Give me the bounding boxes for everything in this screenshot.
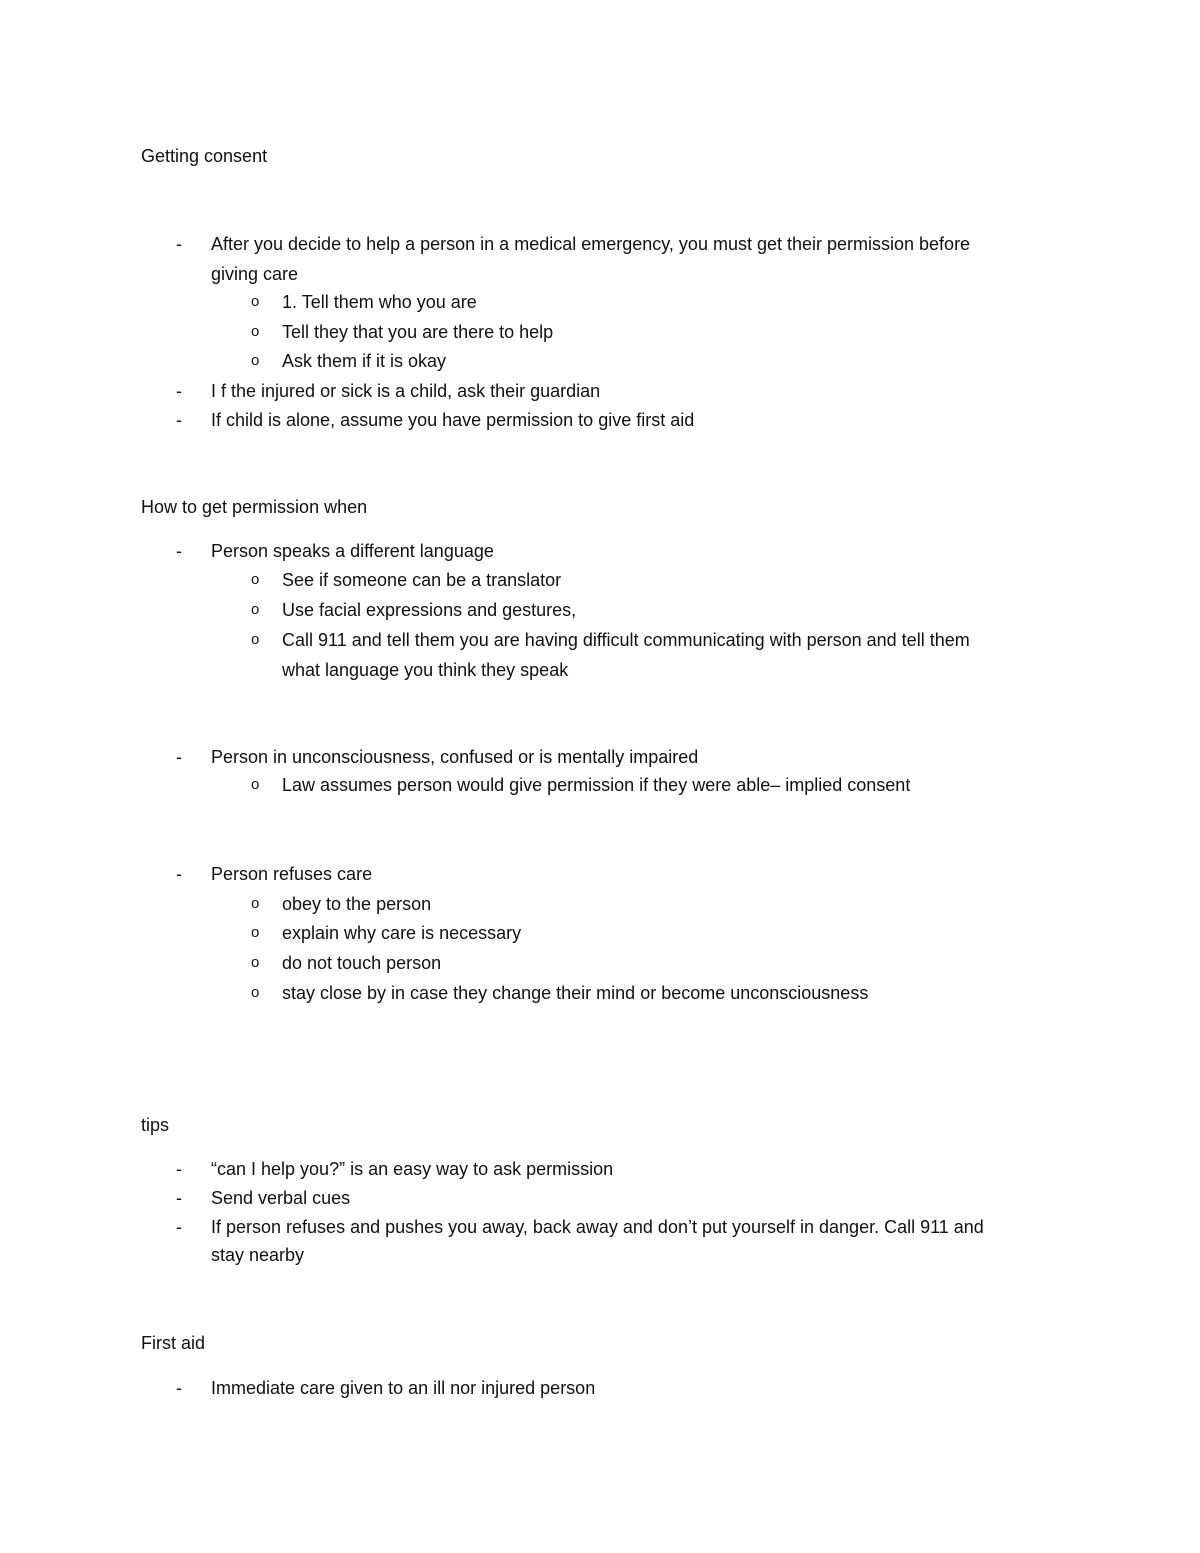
list-item: Person refuses care [211,864,373,884]
list-item: “can I help you?” is an easy way to ask permission [211,1159,614,1179]
sub-list-item: 1. Tell them who you are [282,292,477,312]
dash-bullet: - [176,410,182,430]
sub-list-item: do not touch person [282,953,442,973]
sub-list-item: Call 911 and tell them you are having difficult communicating with person and tell them [282,630,970,650]
sub-list-item: See if someone can be a translator [282,570,562,590]
sub-list-item: Tell they that you are there to help [282,322,554,342]
list-item: If child is alone, assume you have permission to give first aid [211,410,695,430]
dash-bullet: - [176,1217,182,1237]
circle-bullet: o [251,571,260,588]
dash-bullet: - [176,864,182,884]
dash-bullet: - [176,747,182,767]
list-item: I f the injured or sick is a child, ask their guardian [211,381,601,401]
section-heading: How to get permission when [141,497,368,517]
dash-bullet: - [176,1378,182,1398]
list-item: Send verbal cues [211,1188,351,1208]
sub-list-item: explain why care is necessary [282,923,522,943]
list-item: After you decide to help a person in a medical emergency, you must get their permission before [211,234,971,254]
list-item: Person speaks a different language [211,541,494,561]
circle-bullet: o [251,352,260,369]
dash-bullet: - [176,541,182,561]
list-item: Person in unconsciousness, confused or is mentally impaired [211,747,699,767]
circle-bullet: o [251,631,260,648]
circle-bullet: o [251,776,260,793]
dash-bullet: - [176,381,182,401]
section-heading: tips [141,1115,170,1135]
section-heading: Getting consent [141,146,268,166]
sub-list-item-continuation: what language you think they speak [282,660,569,680]
sub-list-item: Ask them if it is okay [282,351,447,371]
circle-bullet: o [251,984,260,1001]
circle-bullet: o [251,323,260,340]
list-item: If person refuses and pushes you away, back away and don’t put yourself in danger. Call 911 and [211,1217,984,1237]
dash-bullet: - [176,1188,182,1208]
sub-list-item: Use facial expressions and gestures, [282,600,577,620]
list-item: Immediate care given to an ill nor injured person [211,1378,596,1398]
list-item-continuation: giving care [211,264,299,284]
circle-bullet: o [251,954,260,971]
circle-bullet: o [251,924,260,941]
circle-bullet: o [251,601,260,618]
sub-list-item: stay close by in case they change their mind or become unconsciousness [282,983,869,1003]
dash-bullet: - [176,1159,182,1179]
list-item-continuation: stay nearby [211,1245,305,1265]
dash-bullet: - [176,234,182,254]
sub-list-item: obey to the person [282,894,432,914]
circle-bullet: o [251,293,260,310]
section-heading: First aid [141,1333,206,1353]
sub-list-item: Law assumes person would give permission if they were able– implied consent [282,775,911,795]
circle-bullet: o [251,895,260,912]
